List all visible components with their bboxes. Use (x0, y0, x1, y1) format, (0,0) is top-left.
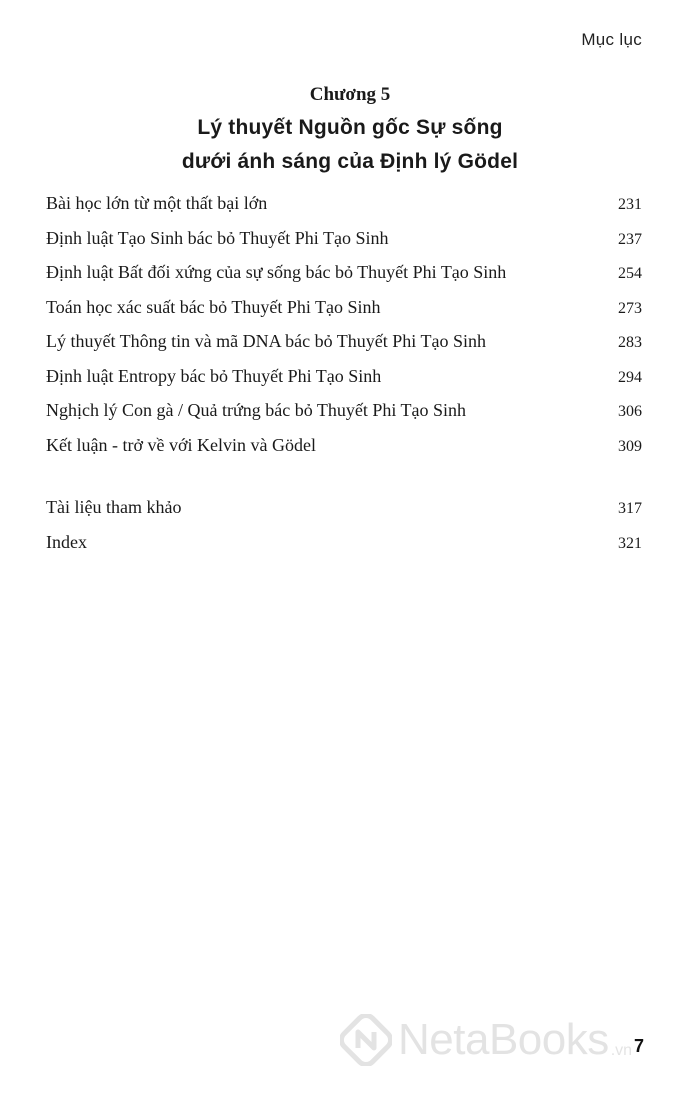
toc-entry-title: Kết luận - trở về với Kelvin và Gödel (46, 434, 316, 455)
toc-entry-title: Định luật Bất đối xứng của sự sống bác bỏ Thuyết Phi Tạo Sinh (46, 262, 507, 282)
toc-entry[interactable] (46, 331, 642, 366)
toc-entry[interactable] (46, 297, 642, 332)
toc-entry[interactable] (46, 193, 642, 228)
toc-entry[interactable] (46, 400, 642, 435)
toc-entry-title: Toán học xác suất bác bỏ Thuyết Phi Tạo Sinh (46, 296, 381, 317)
watermark-logo-icon (340, 1014, 392, 1066)
toc-entry-page: 321 (618, 534, 642, 552)
toc-entry-page: 309 (618, 437, 642, 455)
toc-entry-page: 273 (618, 299, 642, 317)
watermark-brand: NetaBooks (398, 1015, 609, 1064)
chapter-label: Chương 5 (309, 84, 391, 105)
toc-entry-page: 294 (618, 368, 642, 386)
toc-entry-page: 306 (618, 403, 642, 420)
toc-entry-title: Nghịch lý Con gà / Quả trứng bác bỏ Thuyết Phi Tạo Sinh (46, 400, 467, 420)
toc-entry-title: Tài liệu tham khảo (46, 497, 182, 517)
toc-entry-title: Định luật Tạo Sinh bác bỏ Thuyết Phi Tạo Sinh (46, 227, 389, 248)
watermark-tld: .vn (610, 1042, 633, 1059)
toc-entry[interactable] (46, 228, 642, 263)
toc-entry-page: 231 (618, 196, 642, 213)
toc-entry[interactable] (46, 366, 642, 401)
chapter-title-line-2: dưới ánh sáng của Định lý Gödel (181, 150, 519, 173)
references-entry[interactable] (46, 497, 642, 532)
page-number: 7 (634, 1036, 645, 1056)
toc-entry-title: Index (46, 531, 87, 552)
chapter-title-line-1: Lý thuyết Nguồn gốc Sự sống (197, 116, 503, 139)
toc-entry-page: 283 (618, 334, 642, 351)
toc-entry-title: Định luật Entropy bác bỏ Thuyết Phi Tạo Sinh (46, 365, 382, 386)
toc-entry-page: 237 (618, 230, 642, 248)
toc-entry-page: 317 (618, 500, 642, 517)
toc-entry-page: 254 (618, 265, 642, 282)
toc-entry-title: Lý thuyết Thông tin và mã DNA bác bỏ Thuyết Phi Tạo Sinh (46, 331, 486, 351)
backmatter-list (46, 497, 642, 566)
watermark (340, 1010, 632, 1070)
index-entry[interactable] (46, 532, 642, 567)
running-head: Mục lục (581, 30, 642, 49)
toc-entry[interactable] (46, 262, 642, 297)
table-of-contents (46, 193, 642, 469)
toc-entry[interactable] (46, 435, 642, 470)
toc-entry-title: Bài học lớn từ một thất bại lớn (46, 193, 268, 213)
